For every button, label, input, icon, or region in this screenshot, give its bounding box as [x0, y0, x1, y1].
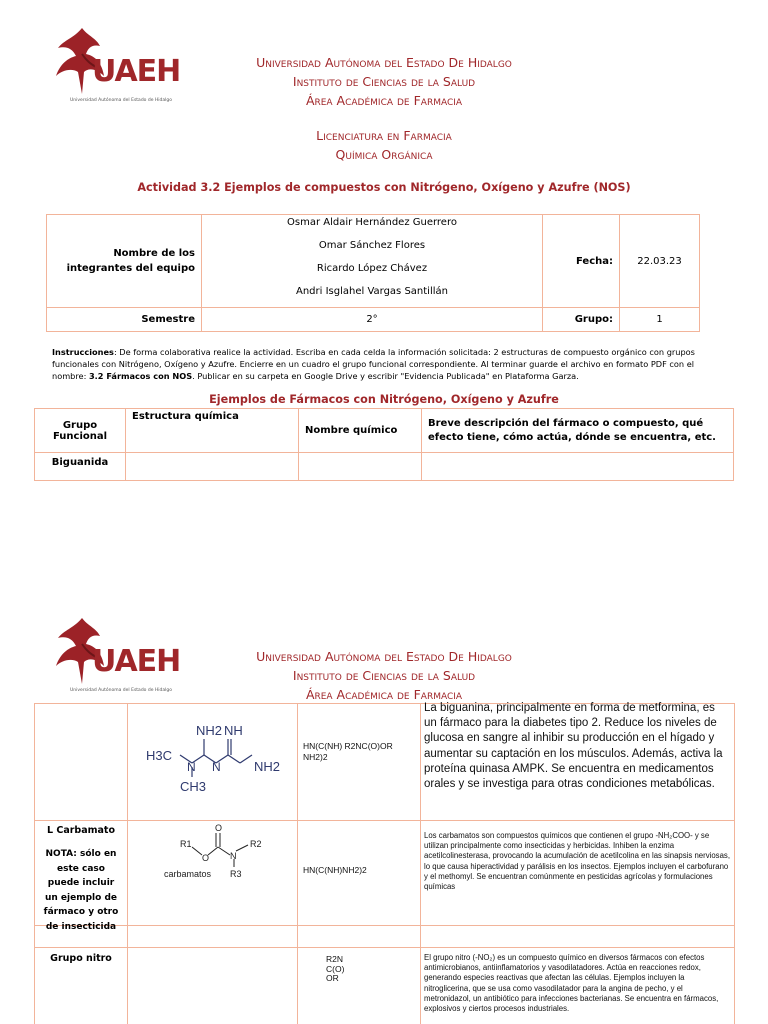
- group-label: Grupo:: [543, 308, 620, 332]
- header-name: Nombre químico: [299, 409, 422, 453]
- team-table: [46, 214, 700, 332]
- member-name: Osmar Aldair Hernández Guerrero: [287, 217, 457, 228]
- carbamate-structure-diagram: [164, 821, 284, 885]
- date-label: Fecha:: [543, 215, 620, 308]
- label-nh: NH: [224, 723, 243, 738]
- examples-title: Ejemplos de Fármacos con Nitrógeno, Oxígeno y Azufre: [209, 393, 559, 406]
- row-biguanide-description: [422, 453, 734, 481]
- university-name-page2: Universidad Autónoma del Estado De Hidalgo: [256, 649, 512, 664]
- carbamate-name: HN(C(NH)NH2)2: [303, 865, 367, 875]
- header-group: Grupo Funcional: [35, 409, 126, 453]
- label-nh2-right: NH2: [254, 759, 281, 774]
- row-biguanide-group: Biguanida: [35, 453, 126, 481]
- label-o: O: [215, 823, 223, 833]
- instructions-filename: 3.2 Fármacos con NOS: [88, 371, 193, 381]
- institute-name: Instituto de Ciencias de la Salud: [292, 74, 476, 89]
- logo-text: UAEH: [92, 644, 181, 679]
- program-name: Licenciatura en Farmacia: [316, 128, 452, 143]
- label-r1: R1: [180, 839, 192, 849]
- member-name: Ricardo López Chávez: [316, 263, 428, 274]
- member-name: Omar Sánchez Flores: [318, 240, 426, 251]
- biguanide-structure-diagram: [142, 715, 292, 807]
- nitro-name: [326, 955, 386, 984]
- label-r3: R3: [230, 869, 242, 879]
- nitro-group: Grupo nitro: [50, 953, 112, 964]
- logo-text: UAEH: [92, 54, 181, 89]
- date-value: 22.03.23: [620, 215, 700, 308]
- label-h3c: H3C: [146, 748, 173, 763]
- instructions-text-end: . Publicar en su carpeta en Google Drive y escribir "Evidencia Publicada" en Plataforma Garza.: [192, 371, 579, 381]
- examples-table: [34, 408, 734, 481]
- semester-label: Semestre: [47, 308, 202, 332]
- biguanide-name: HN(C(NH) R2NC(O)OR NH2)2: [303, 741, 393, 762]
- area-name: Área Académica de Farmacia: [305, 93, 463, 108]
- label-caption: carbamatos: [164, 869, 212, 879]
- header-description: Breve descripción del fármaco o compuesto, qué efecto tiene, cómo actúa, dónde se encuentra, etc.: [422, 409, 734, 453]
- instructions: [52, 346, 720, 382]
- label-r2: R2: [250, 839, 262, 849]
- subject-name: Química Orgánica: [335, 147, 433, 162]
- instructions-text: : De forma colaborativa realice la actividad. Escriba en cada celda la información solicitada: 2 estructuras de compuesto orgánico con grupos funcionales con Nitrógeno, Oxígeno y Azufre. Encierre en un cuadro el grupo funcional correspondiente. Al terminar guarde el archivo en formato PDF con el nombre:: [52, 347, 695, 381]
- carbamate-group: L Carbamato: [46, 825, 116, 836]
- carbamate-description: Los carbamatos son compuestos químicos que contienen el grupo -NH₂COO- y se utilizan principalmente como insecticidas y herbicidas. Inhiben la enzima acetilcolinesterasa, provocando la acumulación de acetilcolina en las sinapsis nerviosas, lo que causa hiperactividad y parálisis en los insectos. Ejemplos incluyen el carbofurano y el methomyl. Se encuentran comúnmente en pesticidas agrícolas y formulaciones químicas: [424, 831, 730, 892]
- activity-title: Actividad 3.2 Ejemplos de compuestos con Nitrógeno, Oxígeno y Azufre (NOS): [137, 181, 631, 194]
- nitro-name-line: C(O): [326, 963, 345, 974]
- nitro-name-line: OR: [326, 973, 339, 983]
- institute-name-page2: Instituto de Ciencias de la Salud: [292, 668, 476, 683]
- label-n: N: [230, 851, 237, 861]
- semester-value: 2°: [202, 308, 543, 332]
- carbamate-note: NOTA: sólo en este caso puede incluir un ejemplo de fármaco y otro de insecticida: [43, 849, 119, 932]
- group-value: 1: [620, 308, 700, 332]
- instructions-label: Instrucciones: [52, 347, 114, 357]
- nitro-name-line: R2N: [326, 954, 344, 964]
- area-name-page2: Área Académica de Farmacia: [305, 687, 463, 702]
- nitro-description: El grupo nitro (-NO₂) es un compuesto químico en diversos fármacos con efectos antimicrobianos, antiinflamatorios y vasodilatadores. Actúa en reacciones redox, generando especies reactivas que afectan las células. Ejemplos incluyen la nitroglicerina, que se usa como vasodilatador para la angina de pecho, y el metronidazol, un antibiótico para infecciones bacterianas. Se encuentra en fármacos, explosivos y ciertos procesos industriales.: [424, 953, 719, 1014]
- member-name: Andri Isglahel Vargas Santillán: [296, 286, 448, 297]
- logo-caption: Universidad Autónoma del Estado de Hidalgo: [70, 688, 173, 693]
- row-biguanide-name: [299, 453, 422, 481]
- members-cell: [202, 215, 543, 308]
- biguanide-description: La biguanina, principalmente en forma de metformina, es un fármaco para la diabetes tipo 2. Reduce los niveles de glucosa en sangre al inhibir su producción en el hígado y aumentar su captación en los músculos. Además, activa la proteína quinasa AMPK. Se encuentra en medicamentos orales y se investiga para otras condiciones metabólicas.: [424, 702, 723, 791]
- label-nh2-top: NH2: [196, 723, 223, 738]
- label-o2: O: [202, 853, 210, 863]
- label-n1: N: [187, 760, 196, 774]
- members-label: Nombre de los integrantes del equipo: [47, 215, 202, 308]
- header-structure: Estructura química: [126, 409, 299, 453]
- logo-caption: Universidad Autónoma del Estado de Hidalgo: [70, 98, 173, 103]
- label-ch3: CH3: [180, 779, 207, 794]
- page2-table: [34, 703, 734, 1024]
- row-biguanide-structure: [126, 453, 299, 481]
- label-n2: N: [212, 760, 221, 774]
- university-name: Universidad Autónoma del Estado De Hidalgo: [256, 55, 512, 70]
